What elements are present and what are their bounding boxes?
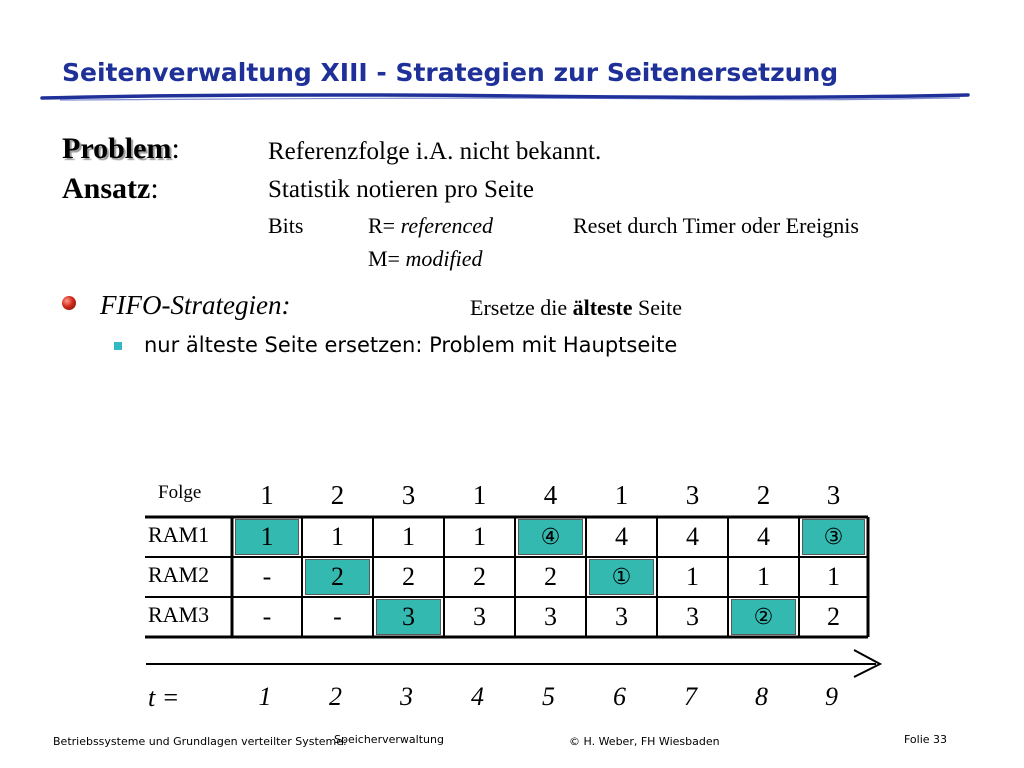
- ram-cell: 2: [827, 602, 840, 631]
- time-value: 3: [400, 682, 413, 711]
- ram-row-label: RAM1: [148, 522, 210, 547]
- folge-value: 2: [756, 480, 771, 510]
- folge-value: 3: [826, 480, 841, 510]
- ram-cell: 1: [757, 562, 770, 591]
- ram-cell: 2: [402, 562, 415, 591]
- bits-label: Bits: [268, 213, 304, 238]
- page-fault-cell: ①: [589, 559, 654, 595]
- ram-cell: -: [262, 562, 272, 591]
- footer-topic: Speicherverwaltung: [334, 733, 444, 746]
- ram-cell: 4: [615, 522, 628, 551]
- folge-value: 1: [614, 480, 629, 510]
- problem-heading: Problem:: [62, 132, 180, 165]
- fifo-label: FIFO-Strategien:: [100, 290, 291, 320]
- ram-cell: 1: [331, 522, 344, 551]
- problem-text: Referenzfolge i.A. nicht bekannt.: [268, 138, 602, 165]
- ram-cell: 1: [402, 522, 415, 551]
- footer-slide-number: Folie 33: [904, 733, 948, 746]
- folge-value: 3: [401, 480, 416, 510]
- ram-cell: 2: [473, 562, 486, 591]
- time-value: 6: [613, 682, 626, 711]
- ram-cell: 3: [544, 602, 557, 631]
- ram-cell: 1: [827, 562, 840, 591]
- time-value: 1: [258, 682, 272, 711]
- folge-label: Folge: [158, 482, 202, 503]
- time-value: 2: [329, 682, 342, 711]
- ram-cell: 2: [544, 562, 557, 591]
- time-value: 4: [471, 682, 484, 711]
- bit-r: R= referenced: [368, 213, 494, 238]
- ram-cell: 1: [473, 522, 486, 551]
- folge-value: 3: [685, 480, 700, 510]
- ram-cell: 4: [686, 522, 699, 551]
- problem-label: Problem: [62, 132, 172, 165]
- time-value: 8: [755, 682, 768, 711]
- page-fault-cell: ②: [731, 599, 796, 635]
- slide-title: Seitenverwaltung XIII - Strategien zur Seitenersetzung: [62, 58, 839, 87]
- folge-value: 2: [330, 480, 345, 510]
- bit-m: M= modified: [368, 246, 483, 271]
- page-fault-cell: ④: [518, 519, 583, 555]
- time-value: 9: [825, 682, 838, 711]
- ram-cell: 3: [686, 602, 699, 631]
- ram-cell: 3: [615, 602, 628, 631]
- page-fault-cell: 3: [376, 599, 441, 635]
- ram-row-label: RAM2: [148, 562, 210, 587]
- ram-cell: -: [333, 602, 342, 631]
- time-value: 5: [542, 682, 555, 711]
- ansatz-heading: Ansatz:: [62, 172, 159, 205]
- ram-row-label: RAM3: [148, 602, 210, 627]
- ansatz-text: Statistik notieren pro Seite: [268, 176, 534, 203]
- ram-cell: 1: [686, 562, 699, 591]
- page-fault-cell: 2: [305, 559, 370, 595]
- t-label: t =: [148, 683, 180, 712]
- page-fault-cell: 1: [235, 519, 299, 555]
- folge-value: 4: [543, 480, 558, 510]
- fifo-description: Ersetze die älteste Seite: [470, 295, 682, 320]
- footer-course: Betriebssysteme und Grundlagen verteilter Systeme:: [53, 735, 347, 748]
- folge-value: 1: [260, 480, 274, 510]
- ram-cell: -: [262, 602, 272, 631]
- ram-cell: 4: [757, 522, 770, 551]
- footer-author: © H. Weber, FH Wiesbaden: [569, 735, 720, 748]
- folge-value: 1: [472, 480, 487, 510]
- ansatz-label: Ansatz: [62, 172, 151, 205]
- reset-text: Reset durch Timer oder Ereignis: [573, 213, 859, 238]
- ram-cell: 3: [473, 602, 486, 631]
- fifo-subpoint: nur älteste Seite ersetzen: Problem mit Hauptseite: [144, 333, 678, 357]
- page-fault-cell: ③: [802, 519, 865, 555]
- time-value: 7: [684, 682, 697, 711]
